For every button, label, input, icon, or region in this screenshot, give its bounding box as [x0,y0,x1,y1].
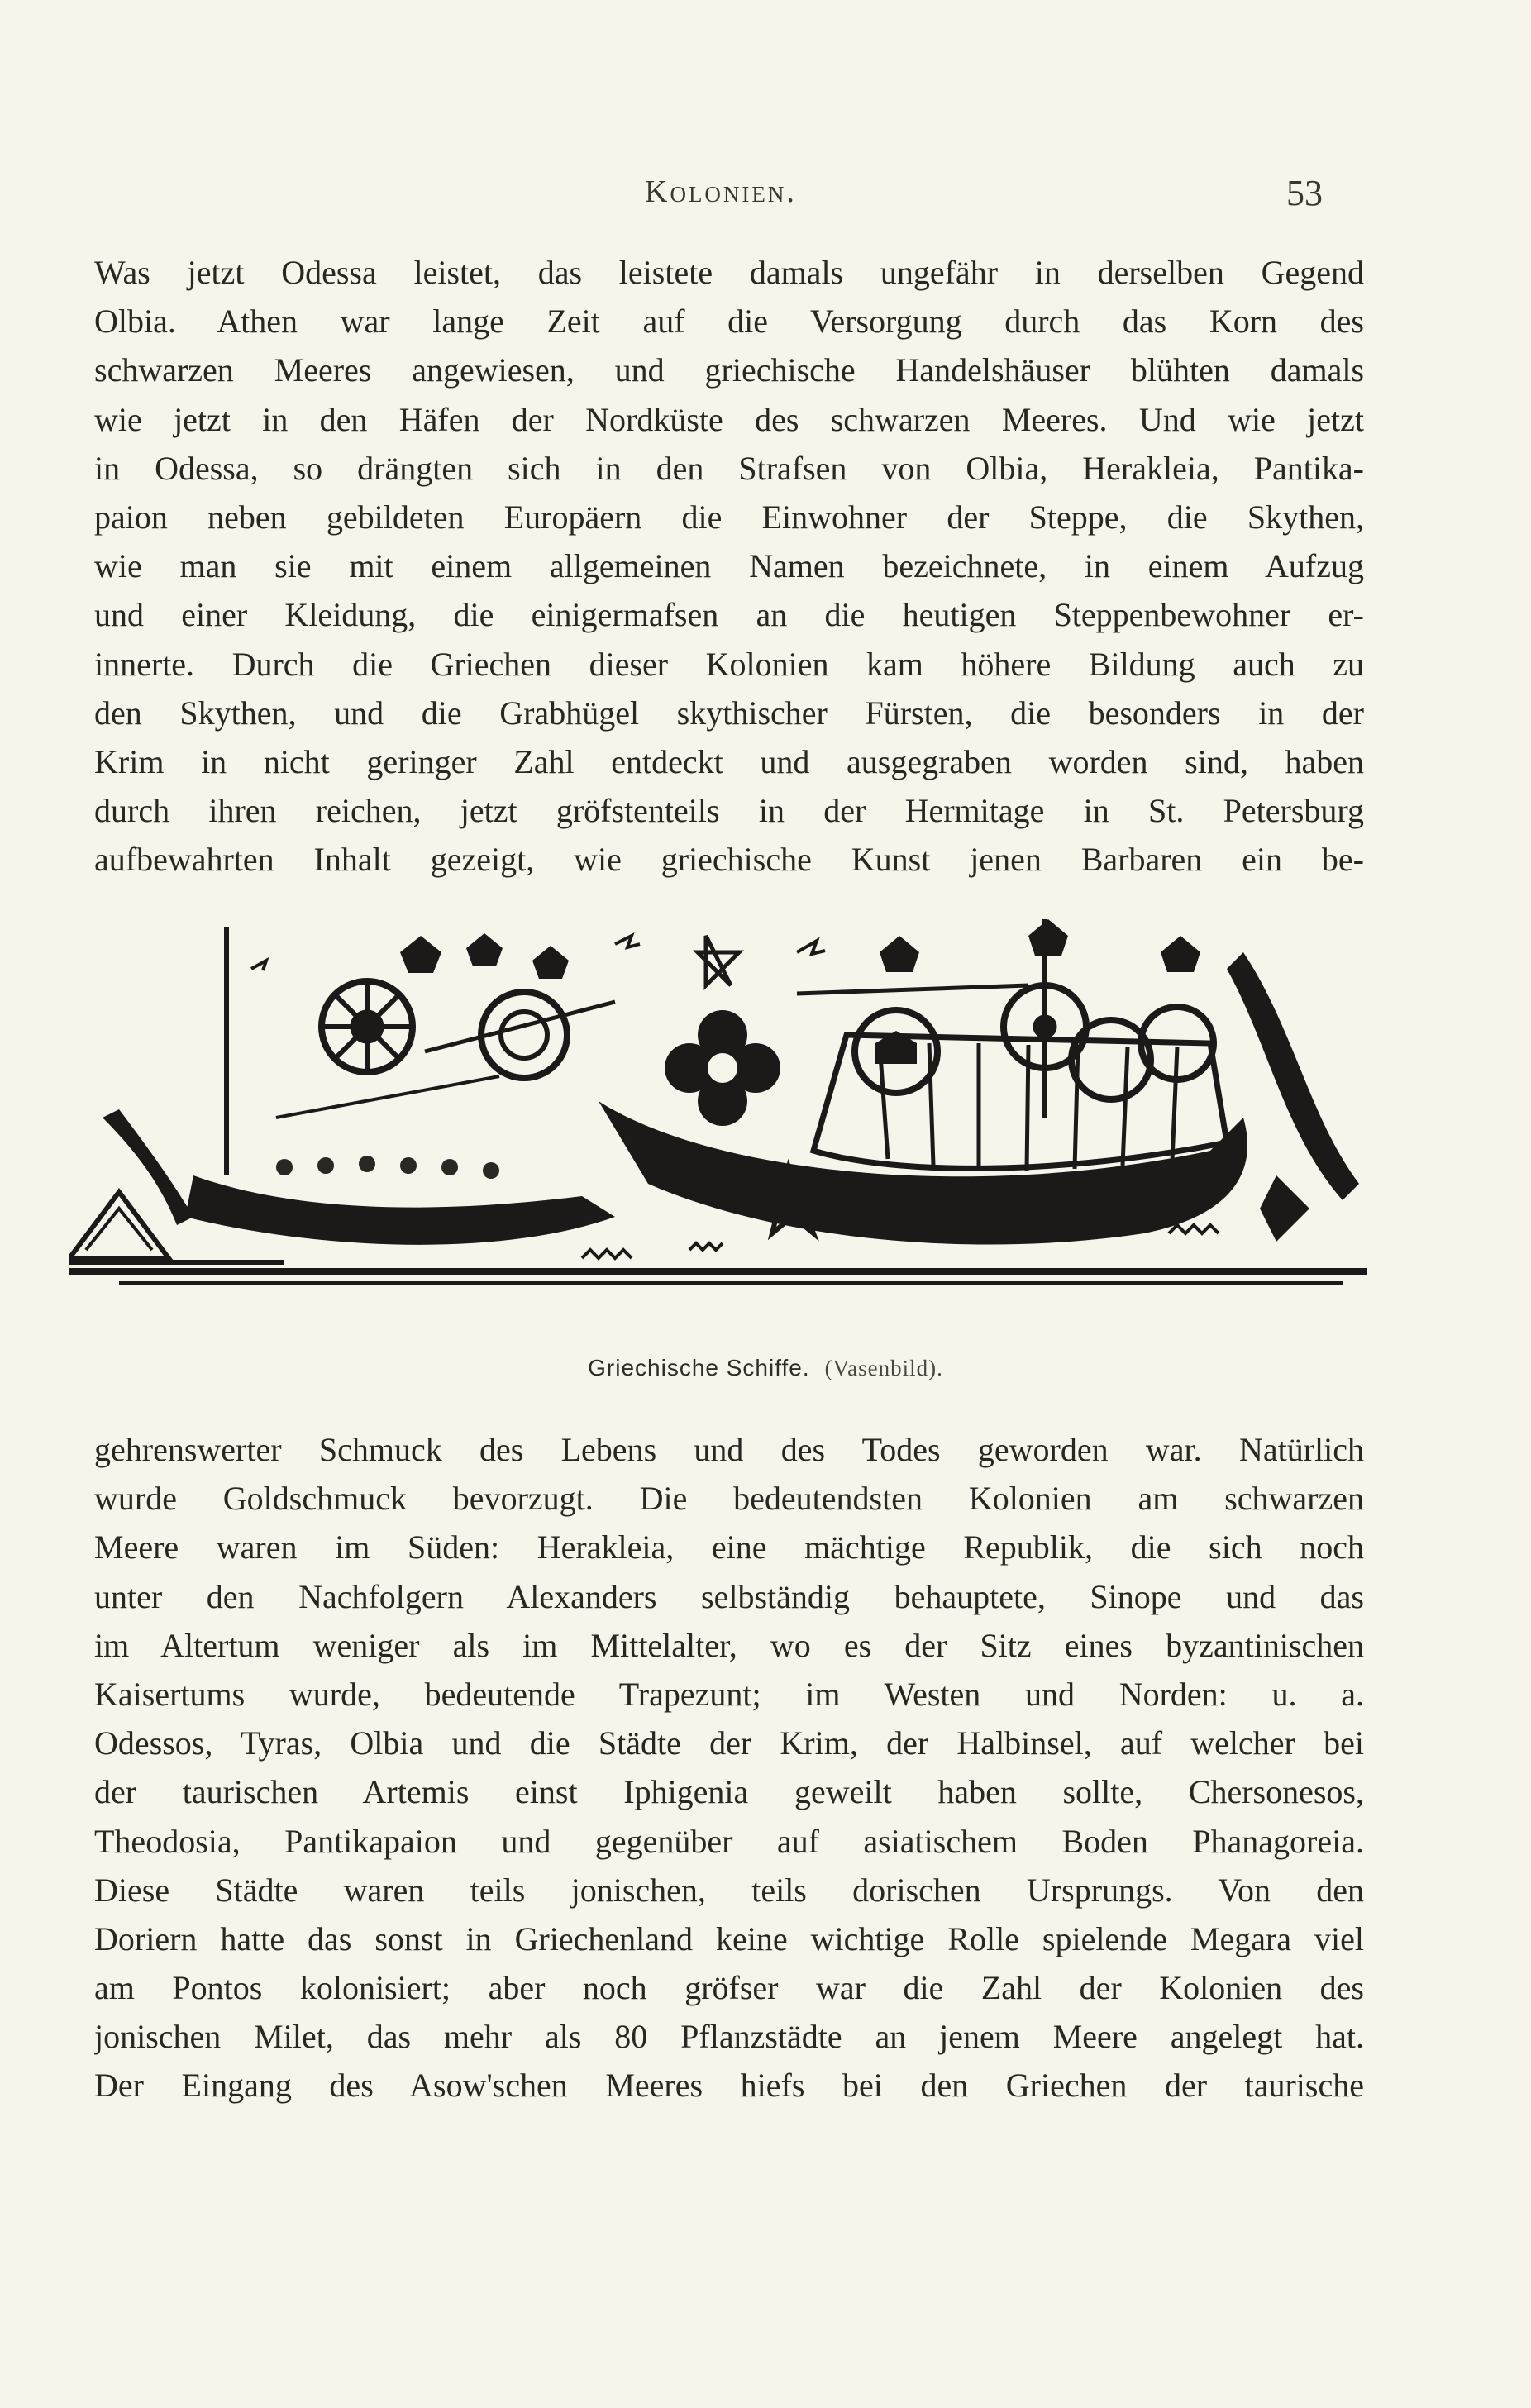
page-number: 53 [1286,173,1323,213]
text-line: schwarzen Meeres angewiesen, und griechische Handelshäuser blühten damals [94,351,1364,389]
vase-illustration [69,903,1367,1316]
text-line: Theodosia, Pantikapaion und gegenüber auf asiatischem Boden Phanagoreia. [94,1822,1364,1860]
running-head: Kolonien. [645,174,797,209]
figure-caption [0,1354,1531,1382]
text-line: gehrenswerter Schmuck des Lebens und des Todes geworden war. Natürlich [94,1431,1364,1468]
text-line: Der Eingang des Asow'schen Meeres hiefs bei den Griechen der taurische [94,2067,1364,2105]
top-paragraph [94,248,1364,884]
text-line: durch ihren reichen, jetzt gröfstenteils in der Hermitage in St. Petersburg [94,792,1364,830]
text-line: im Altertum weniger als im Mittelalter, wo es der Sitz eines byzantinischen [94,1626,1364,1664]
page-header [0,174,1531,223]
text-line: den Skythen, und die Grabhügel skythischer Fürsten, die besonders in der [94,694,1364,732]
greek-ships-drawing [69,903,1367,1316]
text-line: jonischen Milet, das mehr als 80 Pflanzstädte an jenem Meere angelegt hat. [94,2018,1364,2056]
text-line: Krim in nicht geringer Zahl entdeckt und ausgegraben worden sind, haben [94,742,1364,780]
text-line: wie jetzt in den Häfen der Nordküste des schwarzen Meeres. Und wie jetzt [94,400,1364,438]
text-line: wurde Goldschmuck bevorzugt. Die bedeutendsten Kolonien am schwarzen [94,1480,1364,1518]
text-line: am Pontos kolonisiert; aber noch gröfser war die Zahl der Kolonien des [94,1969,1364,2007]
text-line: aufbewahrten Inhalt gezeigt, wie griechische Kunst jenen Barbaren ein be- [94,841,1364,879]
text-line: Was jetzt Odessa leistet, das leistete damals ungefähr in derselben Gegend [94,254,1364,291]
text-line: Olbia. Athen war lange Zeit auf die Versorgung durch das Korn des [94,303,1364,341]
caption-title: Griechische Schiffe. [588,1355,810,1380]
text-line: und einer Kleidung, die einigermafsen an die heutigen Steppenbewohner er- [94,596,1364,634]
text-line: Doriern hatte das sonst in Griechenland keine wichtige Rolle spielende Megara viel [94,1919,1364,1957]
text-line: Odessos, Tyras, Olbia und die Städte der Krim, der Halbinsel, auf welcher bei [94,1724,1364,1762]
text-line: Kaisertums wurde, bedeutende Trapezunt; im Westen und Norden: u. a. [94,1675,1364,1713]
text-line: Diese Städte waren teils jonischen, teils dorischen Ursprungs. Von den [94,1871,1364,1909]
text-line: Meere waren im Süden: Herakleia, eine mächtige Republik, die sich noch [94,1528,1364,1566]
text-line: in Odessa, so drängten sich in den Strafsen von Olbia, Herakleia, Pantika- [94,449,1364,487]
text-line: wie man sie mit einem allgemeinen Namen bezeichnete, in einem Aufzug [94,547,1364,585]
bottom-paragraph [94,1425,1364,2110]
text-line: paion neben gebildeten Europäern die Einwohner der Steppe, die Skythen, [94,498,1364,536]
text-line: innerte. Durch die Griechen dieser Kolonien kam höhere Bildung auch zu [94,645,1364,683]
caption-note: (Vasenbild). [824,1356,943,1380]
text-line: der taurischen Artemis einst Iphigenia geweilt haben sollte, Chersonesos, [94,1773,1364,1811]
text-line: unter den Nachfolgern Alexanders selbständig behauptete, Sinope und das [94,1577,1364,1615]
